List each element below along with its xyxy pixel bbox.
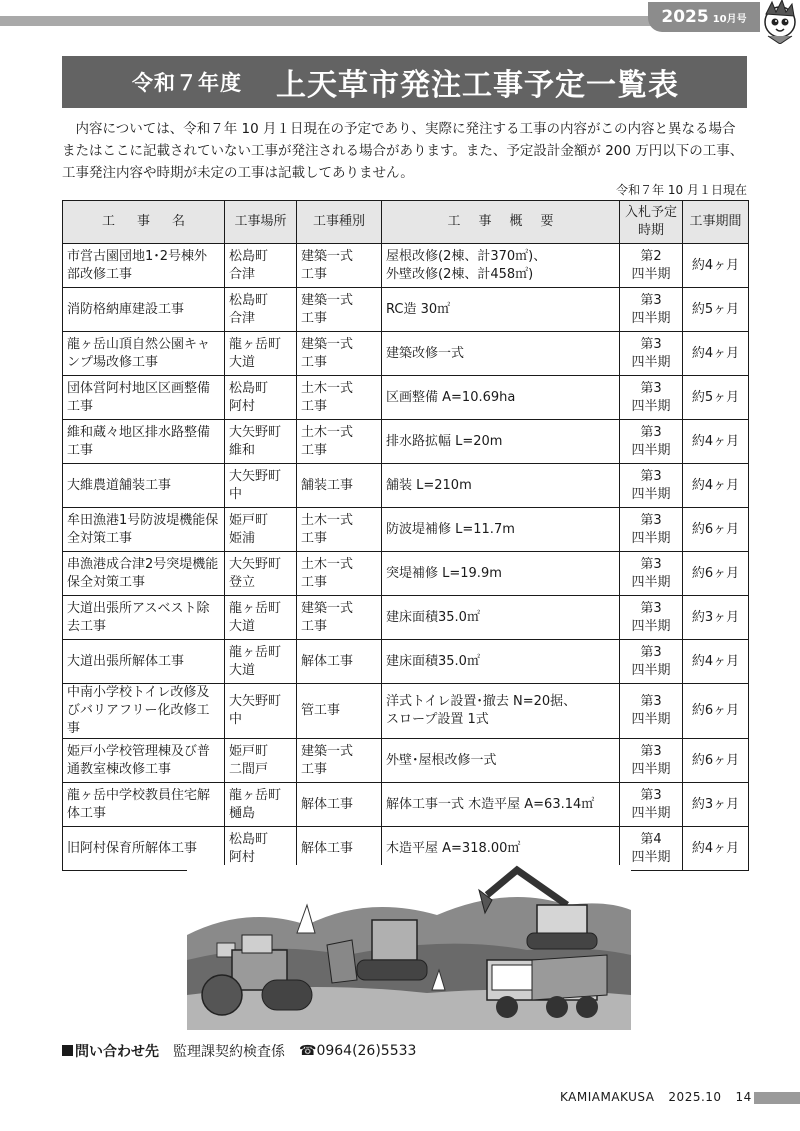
cell-name-text: 龍ヶ岳山頂自然公園キャンプ場改修工事	[67, 336, 211, 370]
footer-issue: 2025.10	[668, 1090, 722, 1104]
issue-tab	[648, 2, 760, 32]
cell-name-text: 団体営阿村地区区画整備工事	[67, 380, 211, 414]
cell-duration-text: 約4ヶ月	[691, 477, 740, 493]
header-place: 工事場所	[225, 201, 297, 244]
cell-period-text: 第3 四半期	[631, 600, 671, 634]
table-row	[63, 684, 749, 739]
cell-type	[297, 244, 382, 288]
cell-name	[63, 420, 225, 464]
cell-place	[225, 783, 297, 827]
cell-type-text: 解体工事	[301, 840, 354, 856]
cell-name	[63, 244, 225, 288]
cell-place-text: 松島町 阿村	[229, 831, 269, 865]
cell-period-text: 第3 四半期	[631, 743, 671, 777]
cell-period-text: 第3 四半期	[631, 380, 671, 414]
as-of-date: 令和７年 10 月１日現在	[616, 183, 747, 197]
cell-duration	[683, 739, 749, 783]
cell-name	[63, 332, 225, 376]
cell-duration	[683, 288, 749, 332]
contact-info	[62, 1041, 416, 1061]
cell-summary-text: 突堤補修 L=19.9m	[386, 565, 502, 581]
cell-duration	[683, 684, 749, 739]
cell-name-text: 牟田漁港1号防波堤機能保全対策工事	[67, 512, 219, 546]
cell-period-text: 第2 四半期	[631, 248, 671, 282]
title-banner	[62, 56, 747, 108]
mascot-icon	[758, 0, 800, 44]
table-row	[63, 783, 749, 827]
cell-duration	[683, 596, 749, 640]
cell-type-text: 管工事	[301, 703, 341, 718]
page-title: 上天草市発注工事予定一覧表	[276, 68, 679, 103]
cell-summary-text: 建床面積35.0㎡	[386, 653, 480, 669]
cell-place	[225, 552, 297, 596]
footer-bar	[754, 1092, 800, 1104]
cell-duration	[683, 508, 749, 552]
cell-place-text: 龍ヶ岳町 大道	[229, 600, 282, 634]
table-row	[63, 288, 749, 332]
intro-text: 内容については、令和７年 10 月１日現在の予定であり、実際に発注する工事の内容がこの内容と異なる場合またはここに記載されていない工事が発注される場合があります。また、予定設計金額が 200 万円以下の工事、工事発注内容や時期が未定の工事は記載してありません。	[62, 121, 744, 181]
cell-type	[297, 739, 382, 783]
cell-name-text: 姫戸小学校管理棟及び普通教室棟改修工事	[67, 743, 211, 777]
dump-truck-icon	[487, 955, 607, 1018]
cell-place-text: 大矢野町 中	[229, 468, 282, 502]
cell-summary	[382, 376, 620, 420]
table-row	[63, 332, 749, 376]
cell-name-text: 大道出張所解体工事	[67, 653, 185, 669]
cell-period	[620, 739, 683, 783]
cell-type	[297, 783, 382, 827]
table-row	[63, 244, 749, 288]
cell-summary-text: 区画整備 A=10.69ha	[386, 389, 516, 405]
cell-name	[63, 596, 225, 640]
cell-type	[297, 640, 382, 684]
cell-type	[297, 332, 382, 376]
cell-period-text: 第3 四半期	[631, 644, 671, 678]
cell-place	[225, 376, 297, 420]
cell-period	[620, 684, 683, 739]
cell-place	[225, 640, 297, 684]
cell-place-text: 松島町 合津	[229, 248, 269, 282]
cell-type	[297, 420, 382, 464]
cell-duration-text: 約4ヶ月	[691, 433, 740, 449]
cell-type-text: 建築一式 工事	[301, 292, 354, 326]
cell-type-text: 建築一式 工事	[301, 743, 354, 777]
table-row	[63, 464, 749, 508]
header-name: 工事名	[63, 201, 225, 244]
cell-period-text: 第4 四半期	[631, 831, 671, 865]
table-header-row	[63, 201, 749, 244]
cell-type	[297, 684, 382, 739]
cell-period	[620, 640, 683, 684]
cell-name	[63, 684, 225, 739]
contact-phone: ☎0964(26)5533	[299, 1043, 417, 1059]
cell-period	[620, 508, 683, 552]
cell-duration	[683, 244, 749, 288]
cell-duration-text: 約4ヶ月	[691, 840, 740, 856]
cell-type-text: 建築一式 工事	[301, 600, 354, 634]
cell-type-text: 土木一式 工事	[301, 424, 354, 458]
cell-type	[297, 827, 382, 871]
cell-place-text: 大矢野町 中	[229, 694, 282, 727]
cell-summary	[382, 244, 620, 288]
cell-summary	[382, 596, 620, 640]
cell-type-text: 解体工事	[301, 653, 354, 669]
cell-period	[620, 376, 683, 420]
header-summary: 工事概要	[382, 201, 620, 244]
contact-label: 問い合わせ先	[75, 1044, 159, 1060]
cell-type	[297, 376, 382, 420]
cell-type-text: 土木一式 工事	[301, 556, 354, 590]
cell-name	[63, 783, 225, 827]
cell-name-text: 大道出張所アスベスト除去工事	[67, 600, 210, 634]
cell-summary-text: 排水路拡幅 L=20m	[386, 433, 503, 449]
cell-place-text: 松島町 阿村	[229, 380, 269, 414]
cell-place	[225, 827, 297, 871]
fiscal-year: 令和７年度	[132, 71, 242, 95]
cell-name	[63, 376, 225, 420]
cell-type-text: 解体工事	[301, 796, 354, 812]
cell-duration-text: 約6ヶ月	[691, 752, 740, 768]
cell-period	[620, 596, 683, 640]
cell-duration-text: 約6ヶ月	[691, 565, 740, 581]
cell-summary	[382, 684, 620, 739]
cell-duration-text: 約4ヶ月	[691, 257, 740, 273]
cell-period	[620, 827, 683, 871]
cell-name	[63, 552, 225, 596]
table-row	[63, 420, 749, 464]
cell-name-text: 串漁港成合津2号突堤機能保全対策工事	[67, 556, 219, 590]
table-row	[63, 376, 749, 420]
cell-name	[63, 508, 225, 552]
cell-place-text: 龍ヶ岳町 大道	[229, 336, 282, 370]
cell-period	[620, 783, 683, 827]
cell-period	[620, 464, 683, 508]
cell-place-text: 松島町 合津	[229, 292, 269, 326]
cell-name-text: 大維農道舗装工事	[67, 477, 172, 493]
cell-place	[225, 288, 297, 332]
page-footer	[560, 1090, 752, 1104]
cell-name	[63, 464, 225, 508]
cell-summary-text: 洋式トイレ設置･撤去 N=20据、 スロープ設置 1式	[386, 694, 577, 727]
cell-type-text: 舗装工事	[301, 477, 354, 493]
cell-summary	[382, 739, 620, 783]
cell-place-text: 大矢野町 登立	[229, 556, 282, 590]
cell-period	[620, 552, 683, 596]
construction-illustration	[187, 865, 631, 1030]
cell-duration	[683, 376, 749, 420]
cell-duration-text: 約4ヶ月	[691, 653, 740, 669]
cell-name	[63, 640, 225, 684]
cell-place-text: 姫戸町 二間戸	[229, 743, 269, 777]
footer-magazine: KAMIAMAKUSA	[560, 1090, 655, 1104]
cell-duration-text: 約3ヶ月	[691, 796, 740, 812]
cell-place	[225, 596, 297, 640]
cell-summary-text: 解体工事一式 木造平屋 A=63.14㎡	[386, 796, 595, 812]
cell-name-text: 市営古園団地1･2号棟外部改修工事	[67, 248, 208, 282]
cell-type-text: 建築一式 工事	[301, 248, 354, 282]
table-row	[63, 508, 749, 552]
cell-duration-text: 約6ヶ月	[691, 703, 740, 718]
cell-summary	[382, 640, 620, 684]
cell-period-text: 第3 四半期	[631, 336, 671, 370]
cell-period	[620, 332, 683, 376]
cell-duration	[683, 332, 749, 376]
table-row	[63, 552, 749, 596]
cell-place	[225, 332, 297, 376]
cell-summary-text: 屋根改修(2棟、計370㎡)、 外壁改修(2棟、計458㎡)	[386, 248, 547, 282]
cell-summary-text: 外壁･屋根改修一式	[386, 752, 497, 768]
cell-name-text: 消防格納庫建設工事	[67, 301, 185, 317]
cell-summary	[382, 420, 620, 464]
cell-summary	[382, 288, 620, 332]
contact-department: 監理課契約検査係	[173, 1044, 285, 1060]
cell-period-text: 第3 四半期	[631, 468, 671, 502]
cell-type	[297, 464, 382, 508]
issue-year: 2025	[661, 7, 709, 27]
cell-summary	[382, 508, 620, 552]
cell-place-text: 大矢野町 維和	[229, 424, 282, 458]
square-bullet-icon	[62, 1045, 73, 1056]
cell-period-text: 第3 四半期	[631, 424, 671, 458]
cell-place	[225, 244, 297, 288]
cell-duration	[683, 552, 749, 596]
cell-place-text: 姫戸町 姫浦	[229, 512, 269, 546]
header-period-text: 入札予定 時期	[624, 205, 677, 238]
cell-place	[225, 420, 297, 464]
cell-type	[297, 552, 382, 596]
cell-name-text: 龍ヶ岳中学校教員住宅解体工事	[67, 787, 211, 821]
cell-period-text: 第3 四半期	[631, 556, 671, 590]
cell-period	[620, 288, 683, 332]
cell-place	[225, 684, 297, 739]
cell-type-text: 土木一式 工事	[301, 380, 354, 414]
cell-period-text: 第3 四半期	[631, 512, 671, 546]
contact-label-wrap	[62, 1041, 159, 1061]
cell-period	[620, 420, 683, 464]
cell-duration	[683, 464, 749, 508]
issue-month: 10月号	[712, 13, 747, 25]
cell-period-text: 第3 四半期	[631, 292, 671, 326]
cell-place	[225, 739, 297, 783]
cell-period	[620, 244, 683, 288]
cell-place-text: 龍ヶ岳町 大道	[229, 644, 282, 678]
header-stripe	[0, 16, 660, 26]
footer-page-number: 14	[735, 1090, 752, 1104]
cell-summary	[382, 827, 620, 871]
cell-summary-text: 建床面積35.0㎡	[386, 609, 480, 625]
header-type: 工事種別	[297, 201, 382, 244]
cell-summary-text: RC造 30㎡	[386, 301, 451, 317]
cell-period-text: 第3 四半期	[631, 694, 671, 727]
cell-duration-text: 約3ヶ月	[691, 609, 740, 625]
cell-type	[297, 288, 382, 332]
table-row	[63, 739, 749, 783]
cell-duration	[683, 420, 749, 464]
cell-duration	[683, 640, 749, 684]
cell-name	[63, 288, 225, 332]
header-period	[620, 201, 683, 244]
cell-place	[225, 508, 297, 552]
cell-duration	[683, 827, 749, 871]
cell-name-text: 中南小学校トイレ改修及びバリアフリー化改修工事	[67, 685, 210, 736]
cell-summary-text: 建築改修一式	[386, 345, 465, 361]
cell-duration-text: 約5ヶ月	[691, 301, 740, 317]
cell-type-text: 土木一式 工事	[301, 512, 354, 546]
cell-name-text: 旧阿村保育所解体工事	[67, 840, 198, 856]
cell-name	[63, 739, 225, 783]
cell-name-text: 維和蔵々地区排水路整備工事	[67, 424, 211, 458]
cell-summary	[382, 783, 620, 827]
table-row	[63, 827, 749, 871]
cell-duration-text: 約4ヶ月	[691, 345, 740, 361]
cell-type	[297, 508, 382, 552]
cell-summary-text: 舗装 L=210m	[386, 477, 472, 493]
table-row	[63, 640, 749, 684]
cell-summary-text: 木造平屋 A=318.00㎡	[386, 840, 521, 856]
cell-duration-text: 約6ヶ月	[691, 521, 740, 537]
cell-summary	[382, 332, 620, 376]
cell-summary-text: 防波堤補修 L=11.7m	[386, 521, 515, 537]
top-header-bar	[0, 0, 800, 34]
cell-summary	[382, 552, 620, 596]
cell-duration	[683, 783, 749, 827]
header-duration: 工事期間	[683, 201, 749, 244]
cell-name	[63, 827, 225, 871]
cell-place	[225, 464, 297, 508]
table-row	[63, 596, 749, 640]
cell-duration-text: 約5ヶ月	[691, 389, 740, 405]
cell-summary	[382, 464, 620, 508]
cell-place-text: 龍ヶ岳町 樋島	[229, 787, 282, 821]
cell-type	[297, 596, 382, 640]
construction-schedule-table	[62, 200, 749, 871]
cell-period-text: 第3 四半期	[631, 787, 671, 821]
cell-type-text: 建築一式 工事	[301, 336, 354, 370]
